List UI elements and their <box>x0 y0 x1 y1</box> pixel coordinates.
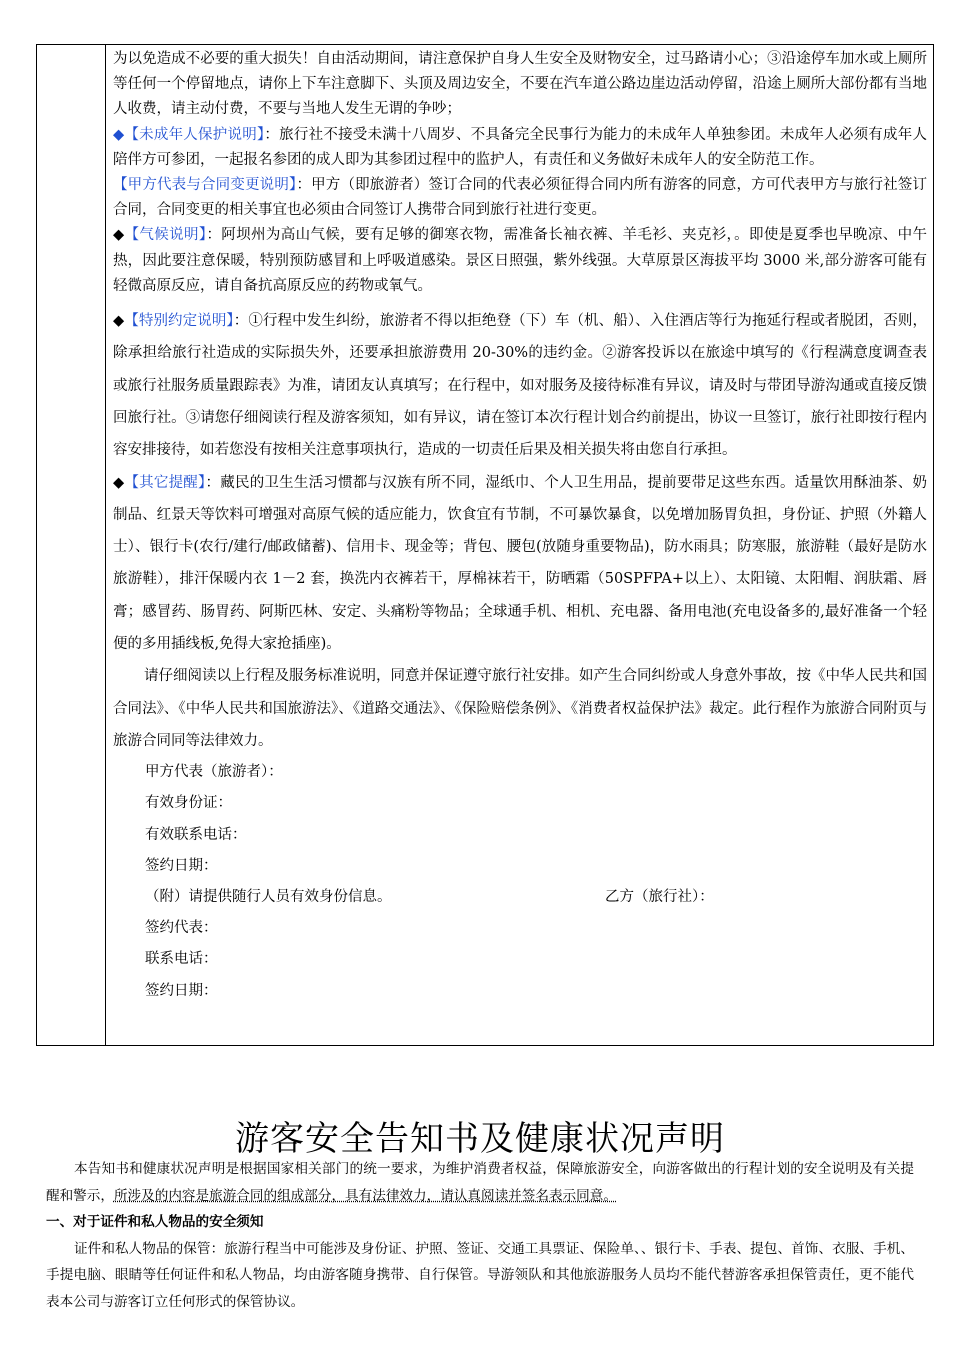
closing-paragraph: 请仔细阅读以上行程及服务标准说明，同意并保证遵守旅行社安排。如产生合同纠纷或人身意外事故，按《中华人民共和国合同法》、《中华人民共和国旅游法》、《道路交通法》、《保险赔偿条例》、《消费者权益保护法》裁定。此行程作为旅游合同附页与旅游合同同等法律效力。 <box>113 668 927 749</box>
climate-label: 【气候说明】 <box>124 227 207 244</box>
sign-id: 有效身份证： <box>145 795 232 812</box>
sign-date-2: 签约日期： <box>145 982 218 999</box>
notice-intro: 本告知书和健康状况声明是根据国家相关部门的统一要求，为维护消费者权益，保障旅游安全，向游客做出的行程计划的安全说明及有关提醒和警示，所涉及的内容是旅游合同的组成部分，具有法律效力，请认真阅读并签名表示同意。 <box>46 1161 914 1204</box>
notice-body <box>46 1156 914 1315</box>
sign-phone: 有效联系电话： <box>145 826 247 843</box>
sign-party-b: 乙方（旅行社）： <box>605 889 714 905</box>
table-content-cell <box>113 47 927 1007</box>
sign-party-a: 甲方代表（旅游者）： <box>145 764 283 781</box>
special-agreement-label: 【特别约定说明】 <box>124 313 234 330</box>
sign-note: （附）请提供随行人员有效身份信息。 <box>145 889 392 905</box>
other-reminder-label: 【其它提醒】 <box>124 474 206 491</box>
sign-note-row <box>113 882 927 913</box>
sign-representative: 签约代表： <box>145 920 218 937</box>
representative-label: 【甲方代表与合同变更说明】 <box>113 177 297 194</box>
section1-text: 证件和私人物品的保管：旅游行程当中可能涉及身份证、护照、签证、交通工具票证、保险单、、银行卡、手表、提包、首饰、衣服、手机、手提电脑、眼睛等任何证件和私人物品，均由游客随身携带、自行保管。导游领队和其他旅游服务人员均不能代替游客承担保管责任，更不能代表本公司与游客订立任何形式的保管协议。 <box>46 1240 914 1310</box>
representative-paragraph: 【甲方代表与合同变更说明】：甲方（即旅游者）签订合同的代表必须征得合同内所有游客的同意，方可代表甲方与旅行社签订合同，合同变更的相关事宜也必须由合同签订人携带合同到旅行社进行变更。 <box>113 177 927 219</box>
special-agreement-paragraph: ◆【特别约定说明】：①行程中发生纠纷，旅游者不得以拒绝登（下）车（机、船）、入住酒店等行为拖延行程或者脱团，否则，除承担给旅行社造成的实际损失外，还要承担旅游费用 20-30%的违约金。②游客投诉以在旅途中填写的《行程满意度调查表或旅行社服务质量跟踪表》为准，请团友认真填写；在行程中，如对服务及接待标准有异议，请及时与带团导游沟通或直接反馈回旅行社。③请您仔细阅读行程及游客须知，如有异议，请在签订本次行程计划合约前提出，协议一旦签订，旅行社即按行程内容安排接待，如若您没有按相关注意事项执行，造成的一切责任后果及相关损失将由您自行承担。 <box>113 313 927 459</box>
signature-block <box>113 757 927 1007</box>
sign-date: 签约日期： <box>145 857 218 874</box>
minor-protection-paragraph: ◆【未成年人保护说明】：旅行社不接受未满十八周岁、不具备完全民事行为能力的未成年人单独参团。未成年人必须有成年人陪伴方可参团，一起报名参团的成人即为其参团过程中的监护人，有责任和义务做好未成年人的安全防范工作。 <box>113 126 927 168</box>
other-reminder-paragraph: ◆【其它提醒】：藏民的卫生生活习惯都与汉族有所不同，湿纸巾、个人卫生用品，提前要带足这些东西。适量饮用酥油茶、奶制品、红景天等饮料可增强对高原气候的适应能力，饮食宜有节制，不可暴饮暴食，以免增加肠胃负担，身份证、护照（外籍人士）、银行卡(农行/建行/邮政储蓄)、信用卡、现金等；背包、腰包(放随身重要物品)，防水雨具；防寒服，旅游鞋（最好是防水旅游鞋），排汗保暖内衣 1－2 套，换洗内衣裤若干，厚棉袜若干，防晒霜（50SPFPA+以上）、太阳镜、太阳帽、润肤霜、唇膏；感冒药、肠胃药、阿斯匹林、安定、头痛粉等物品；全球通手机、相机、充电器、备用电池(充电设备多的,最好准备一个轻便的多用插线板,免得大家抢插座)。 <box>113 474 928 652</box>
climate-paragraph: ◆【气候说明】：阿坝州为高山气候，要有足够的御寒衣物，需准备长袖衣裤、羊毛衫、夹克衫，。即使是夏季也早晚凉、中午热，因此要注意保暖，特别预防感冒和上呼吸道感染。景区日照强，紫外线强。大草原景区海拔平均 3000 米,部分游客可能有轻微高原反应，请自备抗高原反应的药物或氧气。 <box>113 227 928 294</box>
minor-protection-label: ◆【未成年人保护说明】 <box>113 126 265 143</box>
notice-title: 游客安全告知书及健康状况声明 <box>235 1119 725 1159</box>
travel-safety-paragraph: 为以免造成不必要的重大损失！自由活动期间，请注意保护自身人生安全及财物安全，过马路请小心；③沿途停车加水或上厕所等任何一个停留地点，请你上下车注意脚下、头顶及周边安全，不要在汽车道公路边崖边活动停留，沿途上厕所大部份都有当地人收费，请主动付费，不要与当地人发生无谓的争吵； <box>113 51 927 118</box>
contract-table <box>36 44 934 1046</box>
section1-heading: 一、对于证件和私人物品的安全须知 <box>46 1214 264 1230</box>
sign-contact: 联系电话： <box>145 951 218 968</box>
table-left-cell <box>37 45 106 1045</box>
